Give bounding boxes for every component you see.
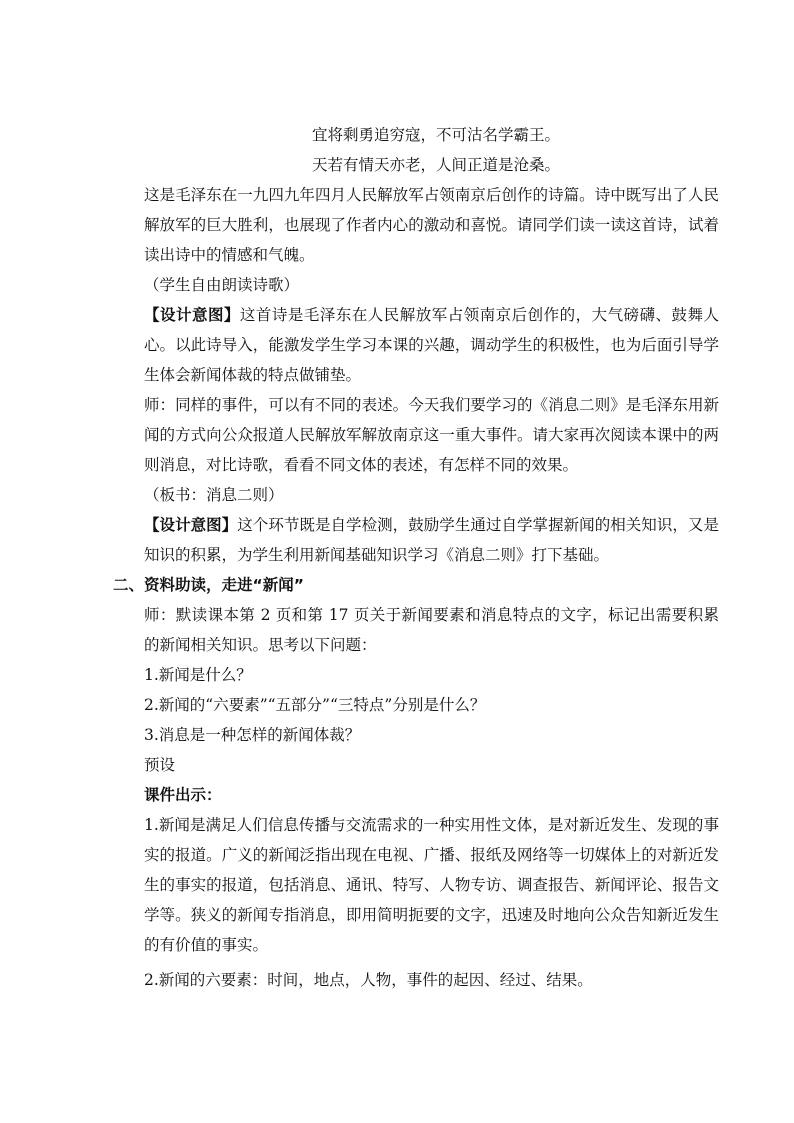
board-note: （板书：消息二则）	[144, 486, 284, 504]
answer-1: 1.新闻是满足人们信息传播与交流需求的一种实用性文体，是对新近发生、发现的事实的报道。广义的新闻泛指出现在电视、广播、报纸及网络等一切媒体上的对新近发生的事实的报道，包括消息、通讯、特写、人物专访、调查报告、新闻评论、报告文学等。狭义的新闻专指消息，即用简明扼要的文字，迅速及时地向公众告知新近发生的有价值的事实。	[144, 816, 719, 954]
poem-line-1: 宜将剩勇追穷寇，不可沽名学霸王。	[311, 126, 560, 144]
design-intent-tag: 【设计意图】	[144, 515, 238, 534]
design-intent-paragraph-1	[113, 300, 719, 390]
intro-paragraph: 这是毛泽东在一九四九年四月人民解放军占领南京后创作的诗篇。诗中既写出了人民解放军的巨大胜利，也展现了作者内心的激动和喜悦。请同学们读一读这首诗，试着读出诗中的情感和气魄。	[144, 186, 719, 264]
question-3: 3.消息是一种怎样的新闻体裁？	[144, 726, 361, 744]
teacher-paragraph-2: 师：默读课本第 2 页和第 17 页关于新闻要素和消息特点的文字，标记出需要积累的新闻相关知识。思考以下问题：	[144, 606, 719, 654]
preset-label: 预设	[144, 756, 176, 774]
poem-line-2: 天若有情天亦老，人间正道是沧桑。	[311, 156, 560, 174]
design-intent-text-2: 这个环节既是自学检测，鼓励学生通过自学掌握新闻的相关知识，又是知识的积累，为学生利用新闻基础知识学习《消息二则》打下基础。	[144, 516, 719, 564]
section-heading: 二、资料助读，走进“新闻”	[113, 576, 304, 594]
document-page	[113, 120, 719, 995]
design-intent-tag: 【设计意图】	[144, 305, 240, 324]
courseware-label: 课件出示：	[144, 785, 222, 804]
student-reading-note: （学生自由朗读诗歌）	[144, 276, 300, 294]
question-1: 1.新闻是什么？	[144, 666, 252, 684]
design-intent-text-1: 这首诗是毛泽东在人民解放军占领南京后创作的，大气磅礴、鼓舞人心。以此诗导入，能激发学生学习本课的兴趣，调动学生的积极性，也为后面引导学生体会新闻体裁的特点做铺垫。	[144, 306, 719, 384]
teacher-paragraph-1: 师：同样的事件，可以有不同的表述。今天我们要学习的《消息二则》是毛泽东用新闻的方式向公众报道人民解放军解放南京这一重大事件。请大家再次阅读本课中的两则消息，对比诗歌，看看不同文体的表述，有怎样不同的效果。	[144, 396, 719, 474]
answer-2: 2.新闻的六要素：时间，地点，人物，事件的起因、经过、结果。	[144, 971, 593, 989]
design-intent-paragraph-2	[113, 510, 719, 570]
question-2: 2.新闻的“六要素”“五部分”“三特点”分别是什么？	[144, 696, 486, 714]
